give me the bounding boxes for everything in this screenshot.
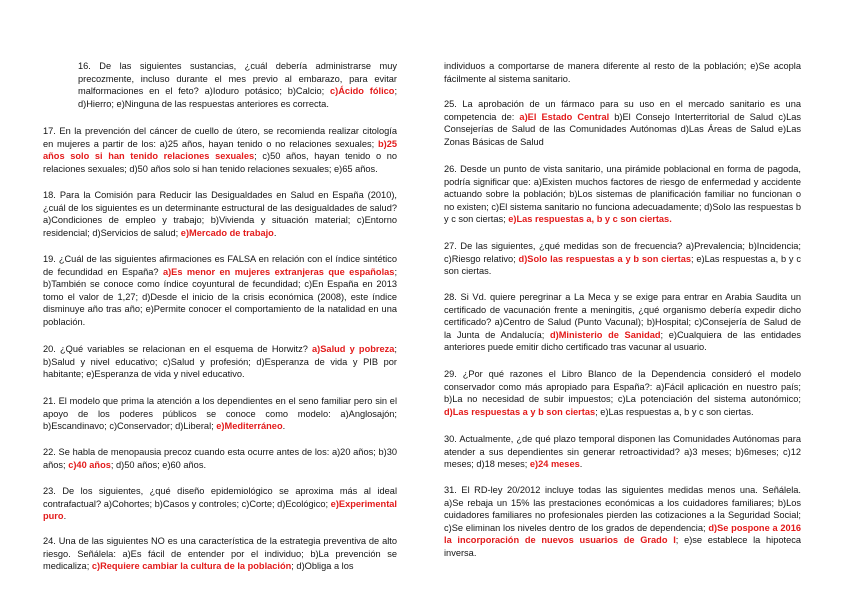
question-21 bbox=[43, 395, 397, 433]
question-text: 21. El modelo que prima la atención a los dependientes en el seno familiar pero sin el apoyo de los poderes públicos se conoce como modelo: a)Anglosajón; b)Escandinavo; c)Conservador; d)Liberal; bbox=[43, 396, 397, 431]
question-text: . bbox=[273, 227, 277, 238]
correct-answer: e)Mediterráneo bbox=[216, 421, 283, 431]
correct-answer: d)Las respuestas a y b son ciertas bbox=[444, 406, 596, 417]
question-22 bbox=[43, 446, 397, 471]
question-31 bbox=[444, 484, 801, 559]
question-text: 27. De las siguientes, ¿qué medidas son de frecuencia? a)Prevalencia; b)Incidencia; c)Riesgo relativo; bbox=[444, 241, 801, 264]
correct-answer: c)Requiere cambiar la cultura de la población bbox=[91, 561, 292, 571]
question-24 bbox=[43, 535, 397, 573]
question-text: ; b)Salud y nivel educativo; c)Salud y profesión; d)Esperanza de vida y PIB por habitante; e)Esperanza de vida y nivel educativo. bbox=[43, 344, 397, 379]
question-text: 22. Se habla de menopausia precoz cuando esta ocurre antes de los: a)20 años; b)30 años; bbox=[43, 447, 397, 470]
correct-answer: a)Es menor en mujeres extranjeras que españolas bbox=[162, 266, 395, 277]
question-text: 20. ¿Qué variables se relacionan en el esquema de Horwitz? bbox=[43, 344, 313, 354]
question-text: 18. Para la Comisión para Reducir las Desigualdades en Salud en España (2010), ¿cuál de los siguientes es un determinante estructural de las desigualdades de salud? a)Condiciones de empleo y trabajo; b)Vivienda y situación material; c)Entorno residencial; d)Servicios de salud; bbox=[43, 190, 397, 238]
question-text: . bbox=[579, 459, 583, 469]
correct-answer: a)El Estado Central bbox=[519, 111, 610, 122]
correct-answer: d)Solo las respuestas a y b son ciertas bbox=[518, 253, 691, 264]
question-text: ; e)Las respuestas a, b y c son ciertas. bbox=[595, 406, 754, 417]
correct-answer: c)Ácido fólico bbox=[330, 86, 395, 96]
correct-answer: c)40 años bbox=[68, 459, 111, 470]
correct-answer: d)Se pospone a 2016 la incorporación de nuevos usuarios de Grado I bbox=[444, 522, 801, 545]
question-text: 28. Si Vd. quiere peregrinar a La Meca y se exige para entrar en Arabia Saudita un certificado de vacunación frente a meningitis, ¿qué organismo debería expedir dicho certificado? a)Centro de Salud (Punto Vacunal); b)Hospital; c)Consejería de Salud de la Junta de Andalucía; bbox=[444, 292, 801, 340]
question-23 bbox=[43, 485, 397, 523]
question-text: 23. De los siguientes, ¿qué diseño epidemiológico se aproxima más al ideal contrafactual? a)Cohortes; b)Casos y controles; c)Corte; d)Ecológico; bbox=[43, 486, 397, 509]
question-text: ; e)se establece la hipoteca inversa. bbox=[444, 535, 801, 558]
question-text: individuos a comportarse de manera diferente al resto de la población; e)Se acopla fácilmente al sistema sanitario. bbox=[444, 61, 801, 84]
question-28 bbox=[444, 291, 801, 354]
question-text: . bbox=[282, 421, 286, 431]
question-26 bbox=[444, 163, 801, 226]
correct-answer: b)25 años solo si han tenido relaciones sexuales bbox=[43, 138, 397, 161]
question-text: 19. ¿Cuál de las siguientes afirmaciones es FALSA en relación con el índice sintético de fecundidad en España? bbox=[43, 254, 397, 277]
question-text: 24. Una de las siguientes NO es una característica de la estrategia preventiva de alto riesgo. Señálela: a)Es fácil de entender por el individuo; b)La prevención se medicaliza; bbox=[43, 536, 397, 571]
question-text: ; d)Hierro; e)Ninguna de las respuestas anteriores es correcta. bbox=[78, 86, 398, 109]
question-19 bbox=[43, 253, 397, 328]
correct-answer: a)Salud y pobreza bbox=[312, 344, 395, 354]
question-20 bbox=[43, 343, 397, 381]
correct-answer: e)24 meses bbox=[529, 459, 580, 469]
question-text: b)El Consejo Interterritorial de Salud c)Las Consejerías de Salud de las Comunidades Autónomas d)Las Áreas de Salud e)Las Zonas Básicas de Salud bbox=[444, 111, 801, 147]
correct-answer: d)Ministerio de Sanidad bbox=[550, 329, 661, 340]
question-text: ; c)50 años, hayan tenido o no relaciones sexuales; d)50 años solo si han tenido relaciones sexuales; e)65 años. bbox=[43, 151, 398, 174]
question-29 bbox=[444, 368, 801, 418]
correct-answer: e)Las respuestas a, b y c son ciertas. bbox=[508, 214, 672, 224]
question-text: 17. En la prevención del cáncer de cuello de útero, se recomienda realizar citología en mujeres a partir de los: a)25 años, hayan tenido o no relaciones sexuales; bbox=[43, 126, 397, 149]
question-18 bbox=[43, 189, 397, 239]
question-text: 25. La aprobación de un fármaco para su uso en el mercado sanitario es una competencia de: bbox=[444, 99, 801, 122]
question-text: 16. De las siguientes sustancias, ¿cuál debería administrarse muy precozmente, incluso durante el mes previo al embarazo, para evitar malformaciones en el feto? a)Ioduro potásico; b)Calcio; bbox=[78, 61, 397, 96]
correct-answer: e)Experimental puro bbox=[43, 498, 397, 521]
question-text: ; d)50 años; e)60 años. bbox=[110, 459, 207, 470]
question-text: 31. El RD-ley 20/2012 incluye todas las siguientes medidas menos una. Señálela. a)Se rebaja un 15% las prestaciones económicas a los cuidadores familiares; b)Los cuidadores familiares no profesionales pierden las cotizaciones a la Seguridad Social; c)Se eliminan los niveles dentro de los grados de dependencia; bbox=[444, 485, 801, 533]
question-24-continued bbox=[444, 60, 801, 85]
question-27 bbox=[444, 240, 801, 278]
question-text: ; e)Cualquiera de las entidades anteriores puede emitir dicho certificado tras vacunar al usuario. bbox=[444, 329, 801, 352]
correct-answer: e)Mercado de trabajo bbox=[180, 227, 274, 238]
question-25 bbox=[444, 98, 801, 148]
question-16 bbox=[78, 60, 397, 110]
question-text: 26. Desde un punto de vista sanitario, una pirámide poblacional en forma de pagoda, podría significar que: a)Existen muchos factores de riesgo de enfermedad y accidente actuando sobre la población; b)Los sistemas de planificación familiar no funcionan o no existen; c)El sistema sanitario no funciona adecuadamente; d)Solo las respuestas b y c son ciertas; bbox=[444, 164, 801, 224]
question-text: ; d)Obliga a los bbox=[291, 561, 354, 571]
question-text: 30. Actualmente, ¿de qué plazo temporal disponen las Comunidades Autónomas para atender a sus dependientes sin generar retroactividad? a)3 meses; b)6meses; c)12 meses; d)18 meses; bbox=[444, 434, 801, 469]
question-17 bbox=[43, 125, 397, 175]
question-text: ; b)También se conoce como índice coyuntural de fecundidad; c)En España en 2013 tomo el valor de 1,27; d)Desde el inicio de la crisis económica (2008), este índice disminuye año tras año; e)Permite conocer el comportamiento de la natalidad en una población. bbox=[43, 266, 398, 327]
question-text: ; e)Las respuestas a, b y c son ciertas. bbox=[444, 253, 802, 276]
question-text: . bbox=[63, 511, 67, 521]
question-30 bbox=[444, 433, 801, 471]
question-text: 29. ¿Por qué razones el Libro Blanco de la Dependencia consideró el modelo conservador como más apropiado para España?: a)Fácil aplicación en nuestro país; b)La no necesidad de subir impuestos; c)La potenciación del sistema autonómico; bbox=[444, 369, 801, 404]
